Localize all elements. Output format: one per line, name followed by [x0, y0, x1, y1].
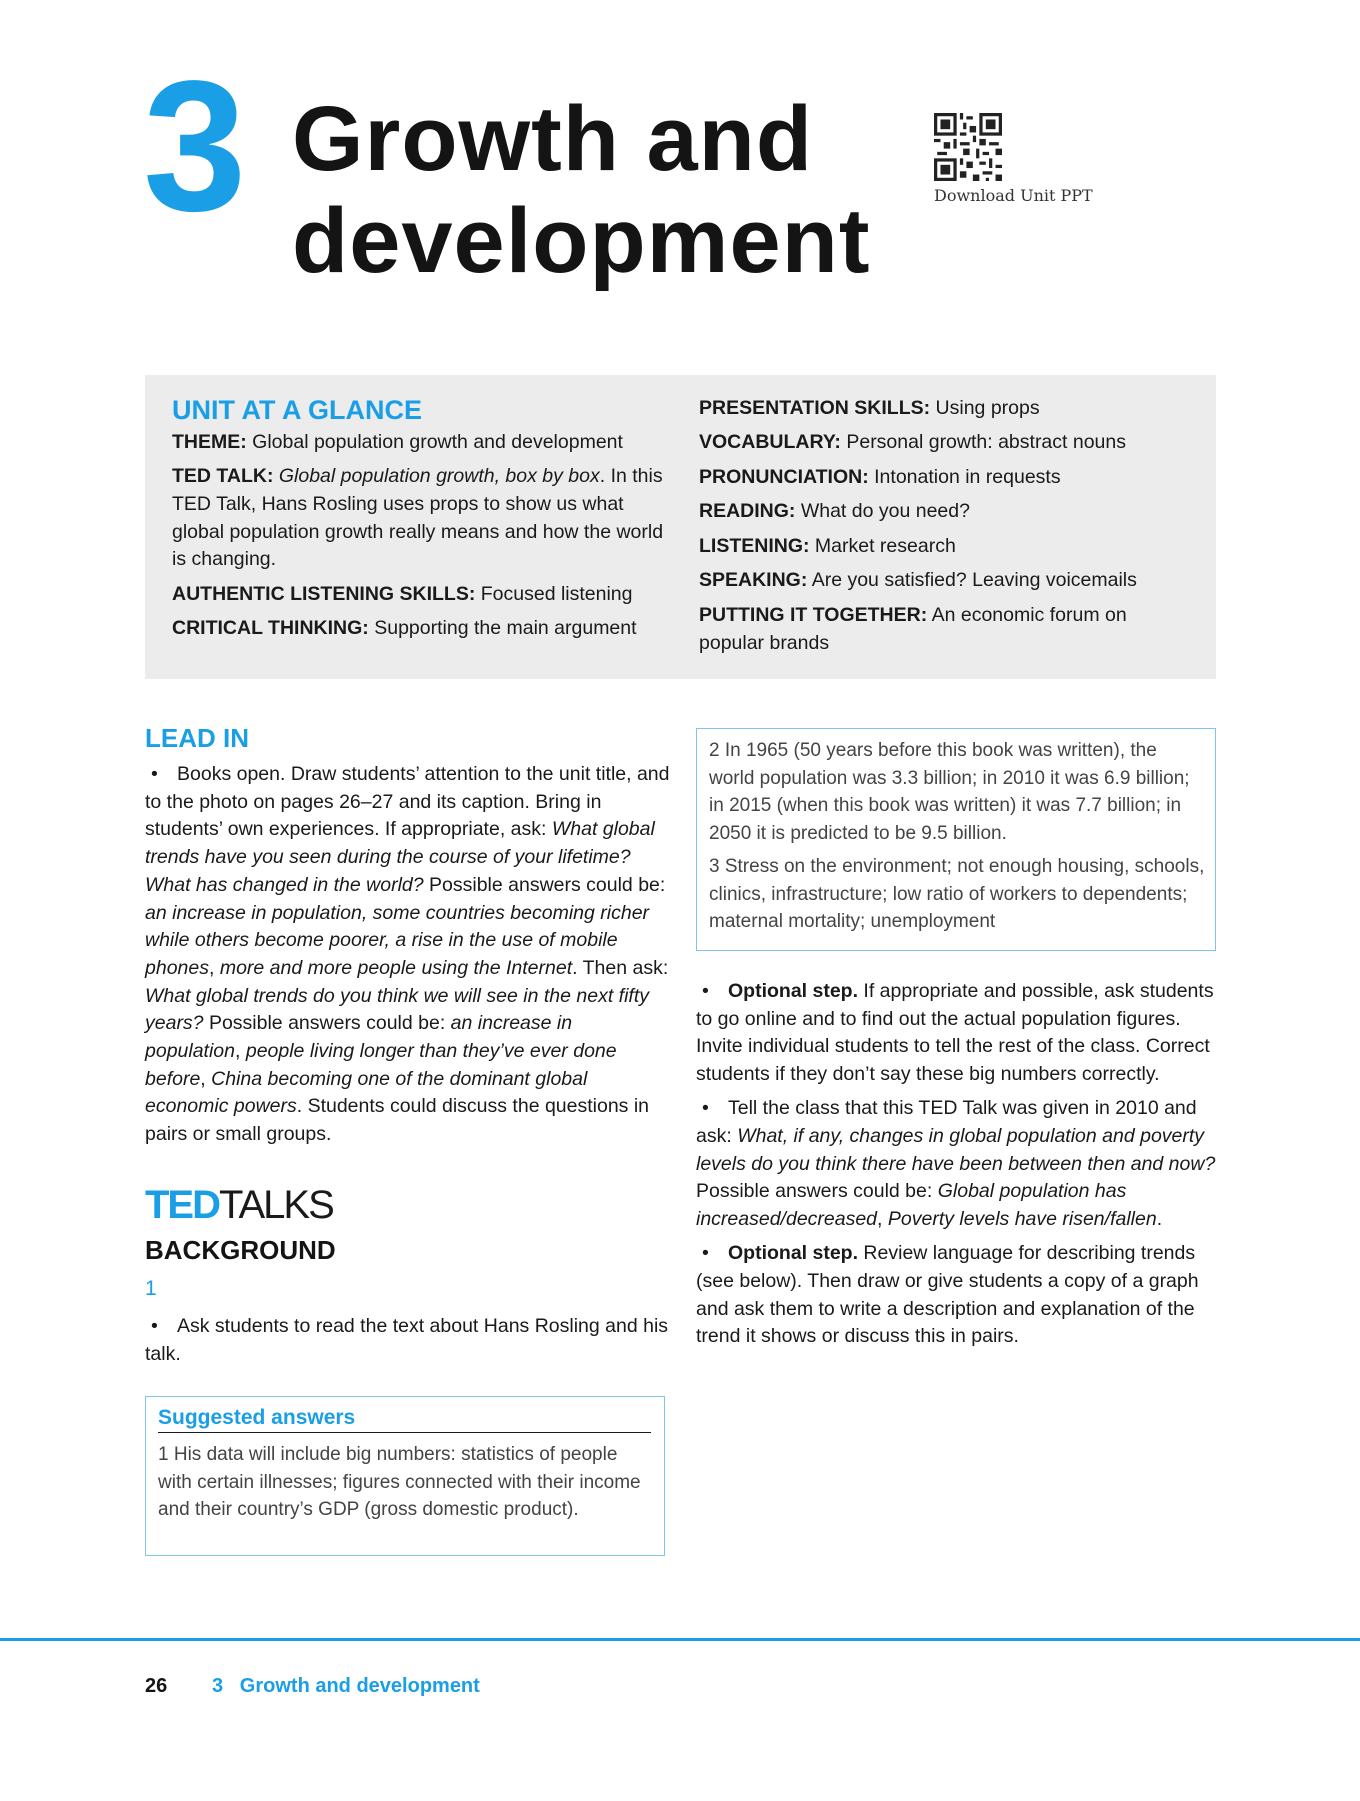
- answer-2: 2 In 1965 (50 years before this book was written), the world population was 3.3 billion; in 2010 it was 6.9 billion; in 2015 (when this book was written) it was 7.7 billion; in 2050 it is predicted to be 9.5 billion.: [709, 740, 1190, 844]
- lead-in-heading: LEAD IN: [145, 723, 249, 753]
- ted-talks-logo: TEDTALKS: [145, 1183, 333, 1227]
- exercise-number: 1: [145, 1277, 157, 1300]
- bullet-icon: •: [151, 763, 158, 785]
- bullet-icon: •: [702, 980, 709, 1002]
- ted-talk-question: • Tell the class that this TED Talk was given in 2010 and ask: What, if any, changes in global population and poverty levels do you think there have been between then and now? Possible answers could be: Global population has increased/decreased, Poverty levels have risen/fallen.: [696, 1097, 1216, 1231]
- glance-theme: THEME: Global population growth and development: [172, 431, 623, 453]
- lead-in-body: • Books open. Draw students’ attention to the unit title, and to the photo on pages 26–27 and its caption. Bring in students’ own experiences. If appropriate, ask: What global trends have you seen during the course of your lifetime? What has changed in the world? Possible answers could be: an increase in population, some countries becoming richer while others become poorer, a rise in the use of mobile phones, more and more people using the Internet. Then ask: What global trends do you think we will see in the next fifty years? Possible answers could be: an increase in population, people living longer than they’ve ever done before, China becoming one of the dominant global economic powers. Students could discuss the questions in pairs or small groups.: [145, 763, 670, 1146]
- bullet-icon: •: [702, 1097, 709, 1120]
- background-body: • Ask students to read the text about Hans Rosling and his talk.: [145, 1315, 669, 1365]
- glance-speaking: SPEAKING: Are you satisfied? Leaving voicemails: [699, 569, 1137, 592]
- suggested-answers-box: [145, 1396, 665, 1556]
- qr-label: Download Unit PPT: [934, 186, 1093, 205]
- glance-critical-thinking: CRITICAL THINKING: Supporting the main argument: [172, 617, 637, 640]
- unit-number: 3: [143, 43, 247, 250]
- background-heading: BACKGROUND: [145, 1235, 336, 1265]
- footer-divider: [0, 1638, 1360, 1641]
- glance-listening: LISTENING: Market research: [699, 534, 956, 557]
- suggested-answers-heading: Suggested answers: [158, 1406, 651, 1433]
- page-number: 26: [145, 1675, 168, 1697]
- answer-1: 1 His data will include big numbers: statistics of people with certain illnesses; figures connected with their income and their country’s GDP (gross domestic product).: [158, 1444, 641, 1520]
- unit-title: [292, 88, 870, 292]
- glance-right-column: [699, 395, 1189, 664]
- glance-presentation: PRESENTATION SKILLS: Using props: [699, 397, 1040, 419]
- optional-step-1: • Optional step. If appropriate and possible, ask students to go online and to find out the actual population figures. Invite individual students to tell the rest of the class. Correct students if they don’t say these big numbers correctly.: [696, 980, 1214, 1086]
- unit-title-line1: Growth and: [292, 88, 814, 190]
- optional-step-2: • Optional step. Review language for describing trends (see below). Then draw or give students a copy of a graph and ask them to write a description and explanation of the trend it shows or discuss this in pairs.: [696, 1242, 1199, 1348]
- bullet-icon: •: [151, 1315, 158, 1337]
- footer-unit-title: 3 Growth and development: [212, 1675, 480, 1697]
- unit-title-line2: development: [292, 190, 871, 292]
- unit-at-a-glance-panel: [145, 375, 1216, 679]
- glance-vocabulary: VOCABULARY: Personal growth: abstract nouns: [699, 431, 1126, 454]
- glance-heading: UNIT AT A GLANCE: [172, 395, 422, 425]
- right-column-body: [696, 978, 1216, 1358]
- glance-putting-together: PUTTING IT TOGETHER: An economic forum on popular brands: [699, 603, 1127, 654]
- answers-continued-box: [696, 728, 1216, 951]
- bullet-icon: •: [702, 1242, 709, 1265]
- answer-3: 3 Stress on the environment; not enough housing, schools, clinics, infrastructure; low ratio of workers to dependents; maternal mortality; unemployment: [709, 856, 1205, 932]
- qr-code-icon[interactable]: [934, 113, 1002, 181]
- glance-reading: READING: What do you need?: [699, 500, 970, 523]
- glance-left-column: [172, 395, 667, 650]
- glance-ted-talk: TED TALK: Global population growth, box by box. In this TED Talk, Hans Rosling uses props to show us what global population growth really means and how the world is changing.: [172, 465, 664, 571]
- glance-listening-skills: AUTHENTIC LISTENING SKILLS: Focused listening: [172, 582, 633, 605]
- glance-pronunciation: PRONUNCIATION: Intonation in requests: [699, 465, 1061, 488]
